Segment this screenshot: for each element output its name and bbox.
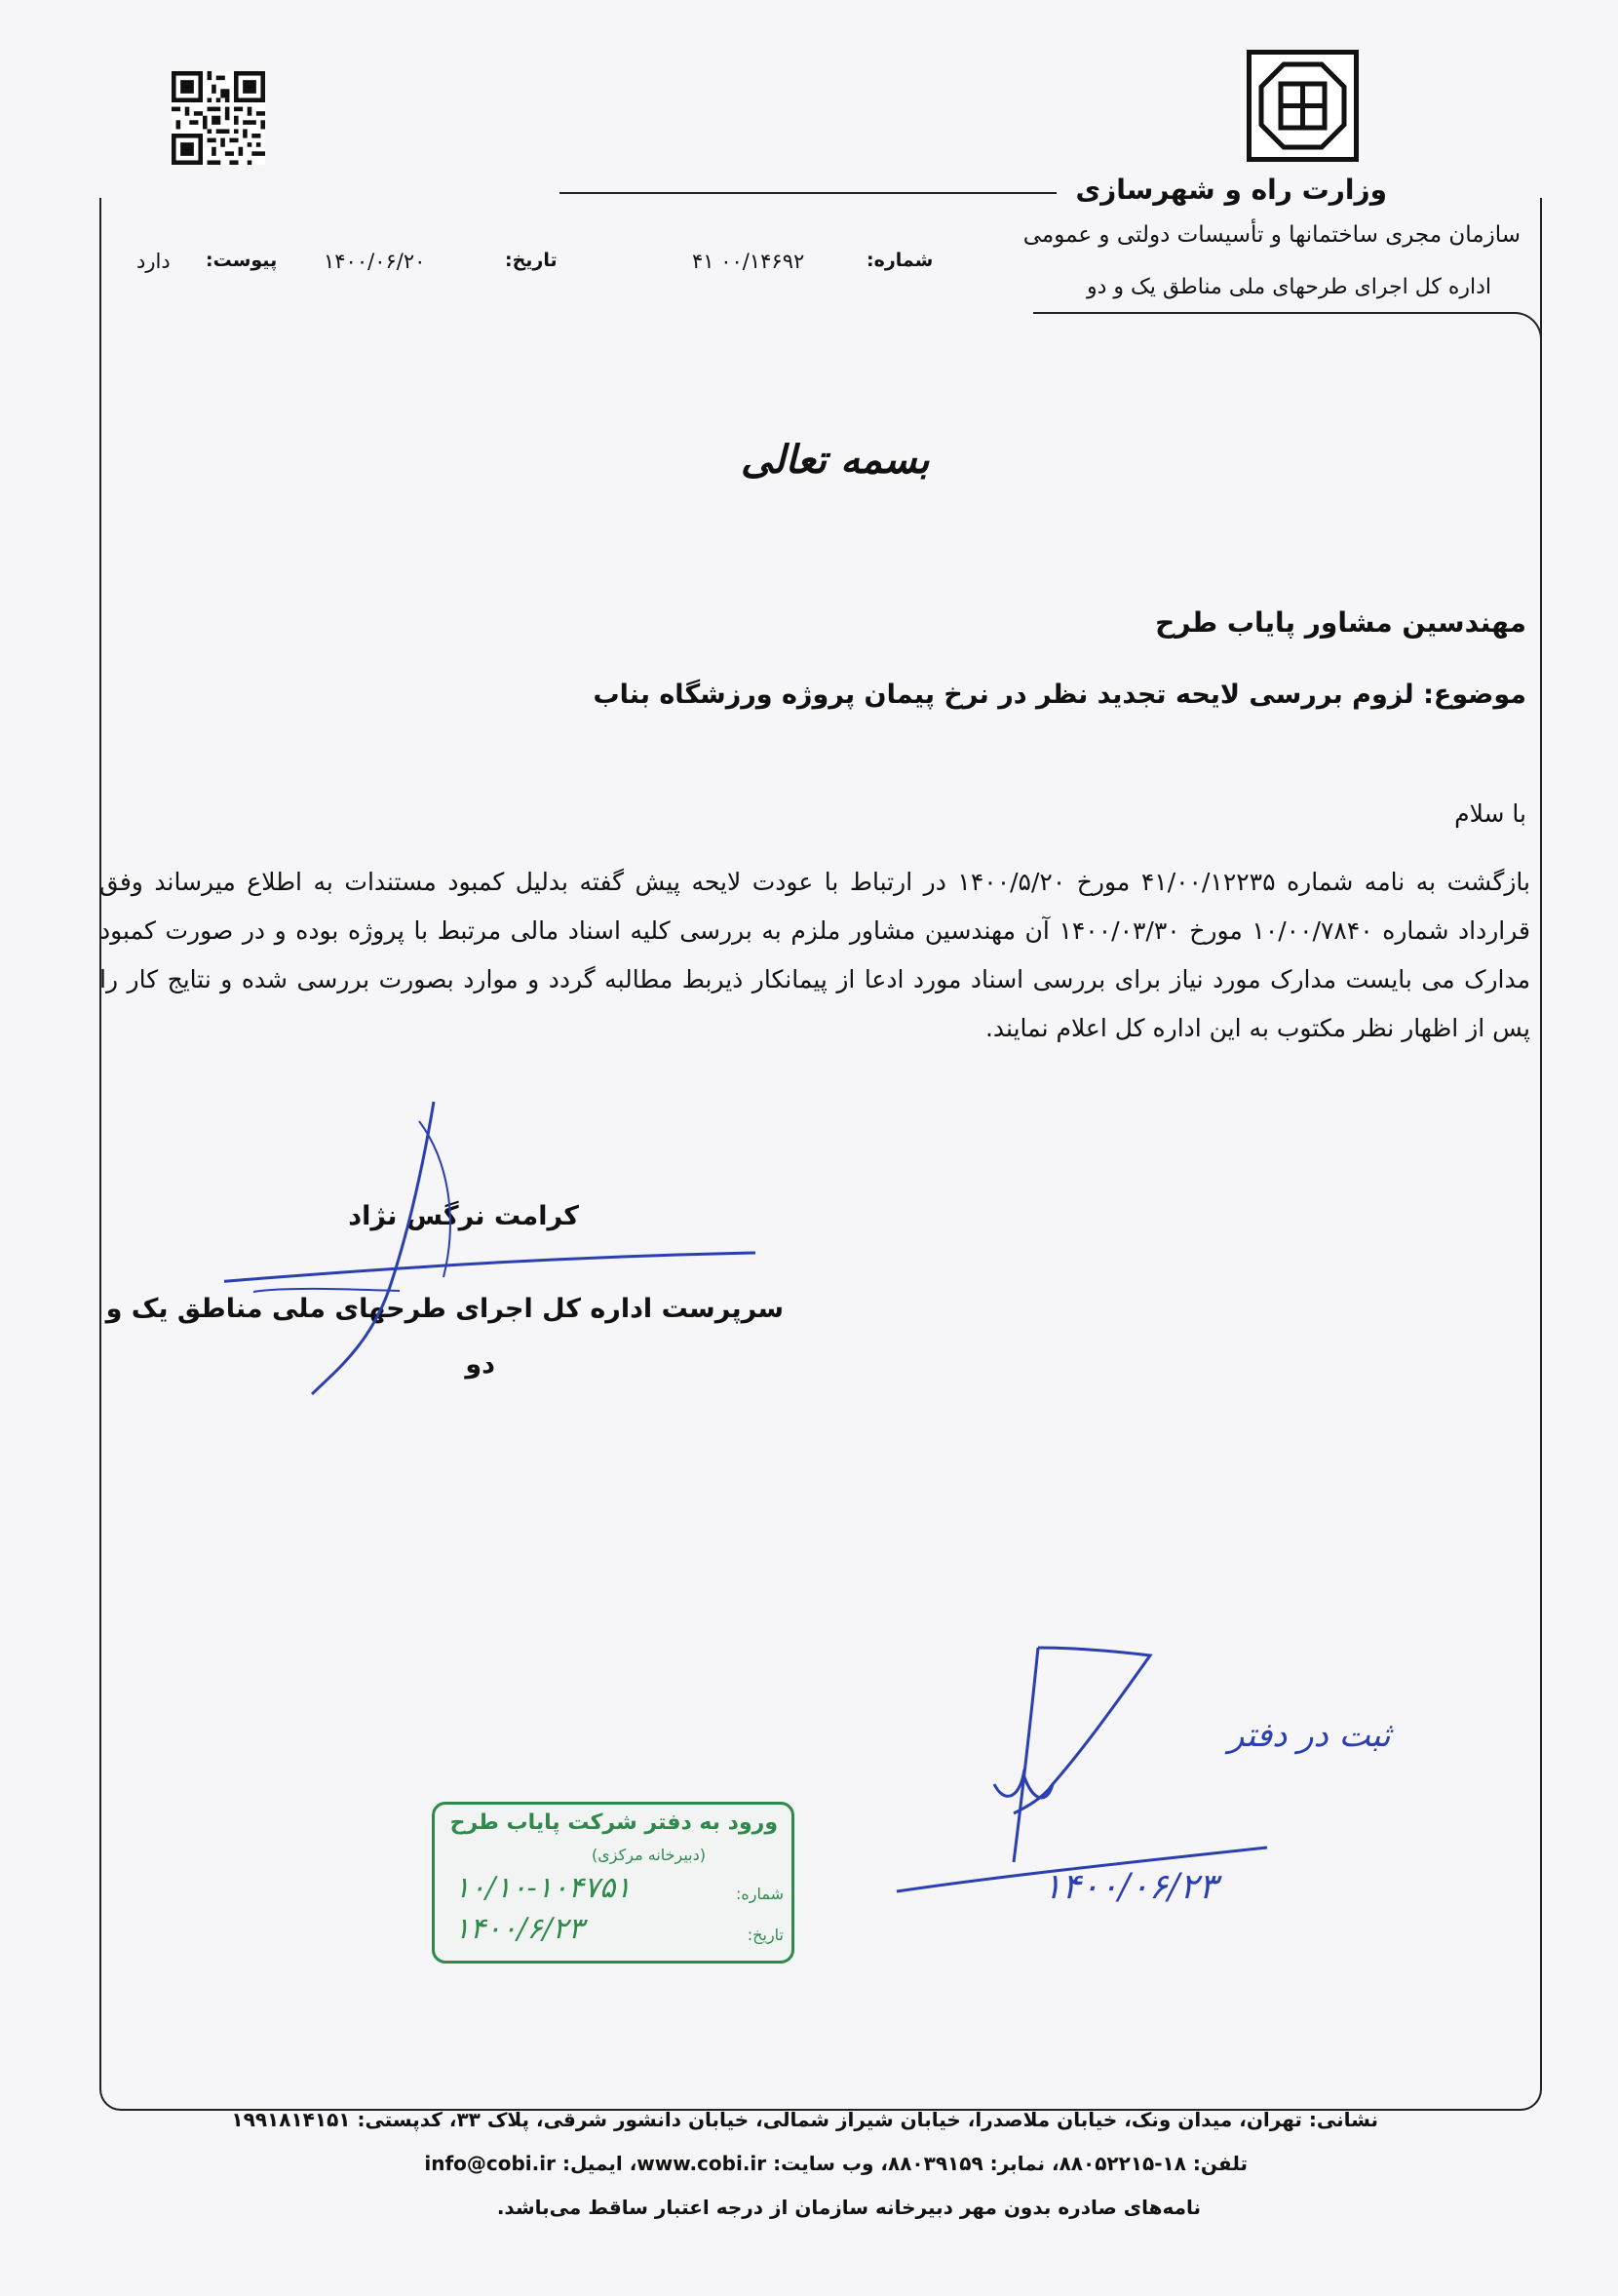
stamp-number-label: شماره: [735, 1885, 784, 1903]
handwritten-date: ۱۴۰۰/۰۶/۲۳ [1043, 1867, 1217, 1907]
subject-line: موضوع: لزوم بررسی لایحه تجدید نظر در نرخ پیمان پروژه ورزشگاه بناب [593, 680, 1526, 710]
signature-scribble [224, 1082, 770, 1404]
letter-frame-corner [1033, 312, 1542, 370]
letter-date: ۱۴۰۰/۰۶/۲۰ [324, 250, 426, 273]
date-label: تاریخ: [505, 250, 558, 271]
attachment-label: پیوست: [206, 250, 278, 271]
recipient: مهندسین مشاور پایاب طرح [1155, 606, 1526, 639]
ministry-name: وزارت راه و شهرسازی [1075, 174, 1387, 206]
letter-body: بازگشت به نامه شماره ۴۱/۰۰/۱۲۲۳۵ مورخ ۱۴۰۰/۵/۲۰ در ارتباط با عودت لایحه پیش گفته بدلیل کمبود مستندات به اطلاع میرساند وفق قرارداد شماره ۱۰/۰۰/۷۸۴۰ مورخ ۱۴۰۰/۰۳/۳۰ آن مهندسین مشاور ملزم به بررسی کلیه اسناد مالی مرتبط با پروژه بوده و در صورت کمبود مدارک می بایست مدارک مورد نیاز برای بررسی اسناد مورد ادعا از پیمانکار ذیربط مطالبه گردد و موارد بصورت بررسی شده و نتایج کار را پس از اظهار نظر مکتوب به این اداره کل اعلام نمایند. [99, 868, 1530, 1042]
attachment-value: دارد [136, 250, 171, 273]
letter-number: ۴۱ ۰۰/۱۴۶۹۲ [692, 250, 805, 273]
signatory-name: کرامت نرگس نژاد [348, 1201, 579, 1231]
number-label: شماره: [867, 250, 934, 271]
footer-contact: تلفن: ۱۸-۸۸۰۵۲۲۱۵، نمابر: ۸۸۰۳۹۱۵۹، وب سایت: www.cobi.ir، ایمیل: info@cobi.ir [424, 2152, 1248, 2175]
received-stamp [432, 1802, 794, 1964]
stamp-title: ورود به دفتر شرکت پایاب طرح [449, 1810, 778, 1835]
header-divider [559, 192, 1057, 194]
department-name: اداره کل اجرای طرحهای ملی مناطق یک و دو [1087, 275, 1491, 299]
footer-notice: نامه‌های صادره بدون مهر دبیرخانه سازمان از درجه اعتبار ساقط می‌باشد. [496, 2196, 1201, 2219]
handwritten-note: ثبت در دفتر [1228, 1716, 1391, 1755]
organization-name: سازمان مجری ساختمانها و تأسیسات دولتی و عمومی [1022, 222, 1521, 248]
basmala: بسمه تعالی [741, 437, 930, 483]
stamp-number-value: ۱۰/۱۰-۱۰۴۷۵۱ [454, 1871, 632, 1905]
stamp-date-label: تاریخ: [747, 1926, 784, 1944]
footer-address: نشانی: تهران، میدان ونک، خیابان ملاصدرا، خیابان شیراز شمالی، خیابان دانشور شرقی، پلاک ۳۳، کدپستی: ۱۹۹۱۸۱۴۱۵۱ [231, 2108, 1378, 2131]
signatory-title-continued: دو [465, 1349, 495, 1380]
stamp-subtitle: (دبیرخانه مرکزی) [592, 1846, 706, 1864]
ministry-logo [1247, 50, 1359, 162]
salutation: با سلام [1454, 799, 1526, 828]
stamp-date-value: ۱۴۰۰/۶/۲۳ [454, 1912, 585, 1946]
qr-code [172, 71, 265, 165]
signatory-title: سرپرست اداره کل اجرای طرحهای ملی مناطق یک و [105, 1294, 784, 1324]
